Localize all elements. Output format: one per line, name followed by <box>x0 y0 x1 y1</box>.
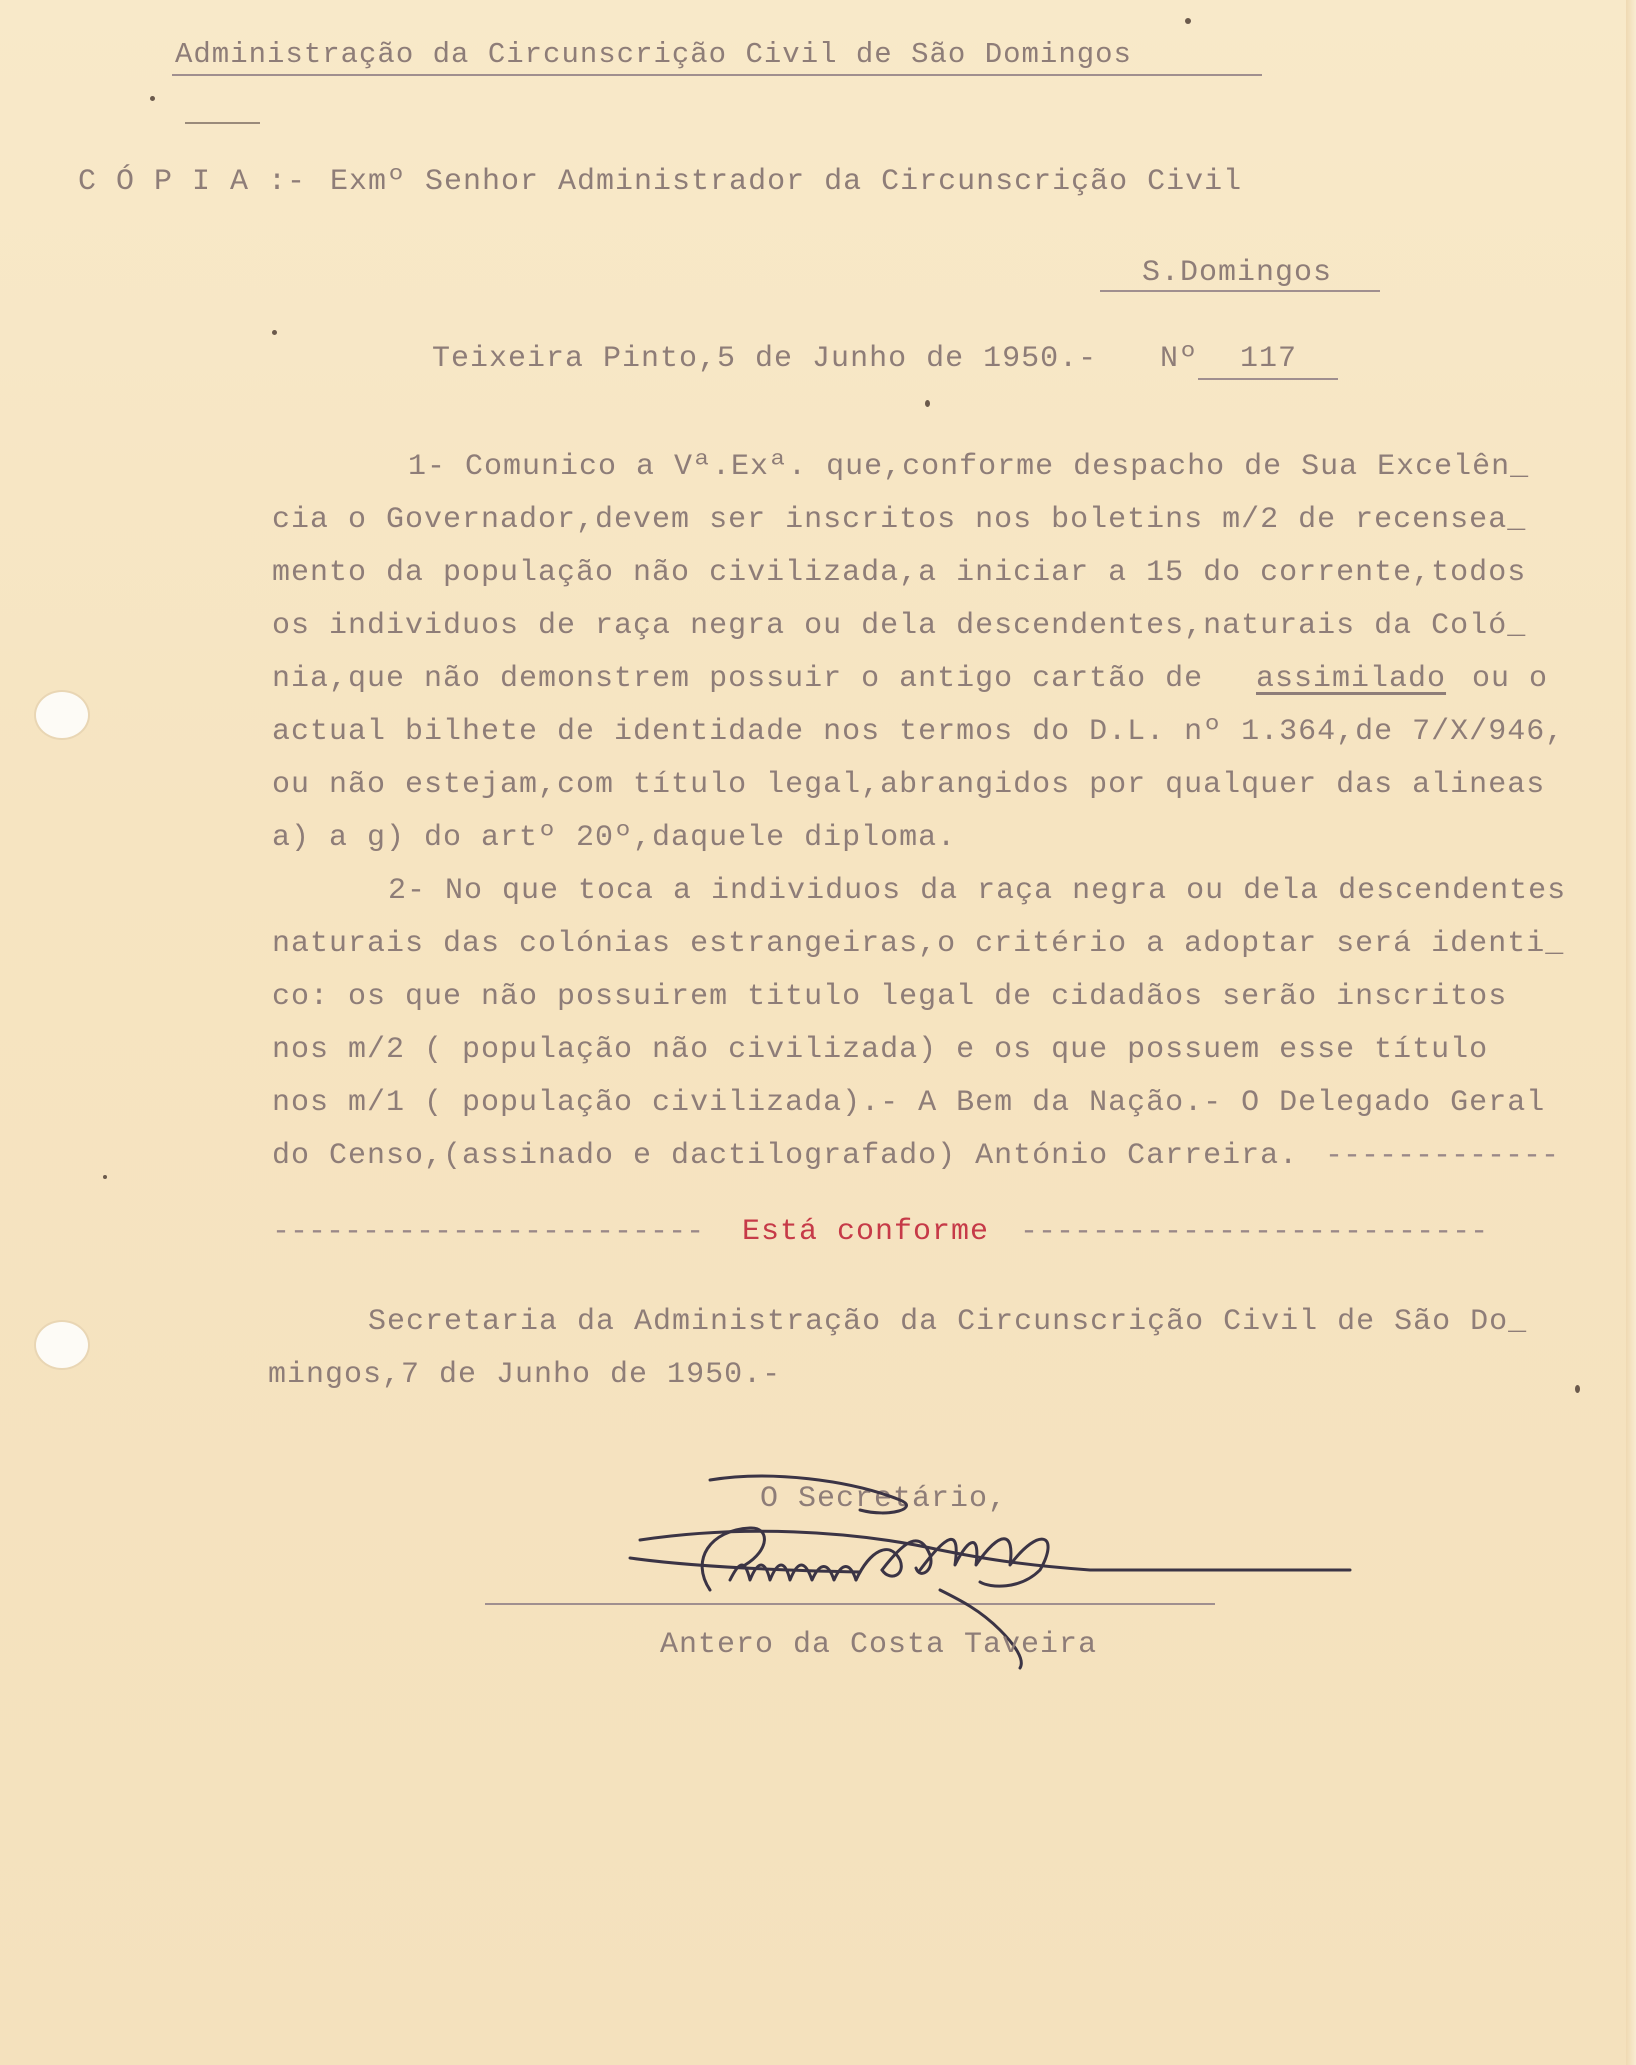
paragraph-2-line-2: naturais das colónias estrangeiras,o critério a adoptar será identi_ <box>272 927 1565 961</box>
document-number: 117 <box>1240 342 1298 376</box>
paragraph-1-line-6: actual bilhete de identidade nos termos do D.L. nº 1.364,de 7/X/946, <box>272 715 1565 749</box>
paragraph-1-line-7: ou não estejam,com título legal,abrangidos por qualquer das alineas <box>272 768 1546 802</box>
ink-speck <box>1185 18 1191 24</box>
copy-label: C Ó P I A :- <box>78 165 307 199</box>
trailing-dashes: ------------- <box>1325 1139 1560 1173</box>
dateline: Teixeira Pinto,5 de Junho de 1950.- <box>432 342 1098 376</box>
number-label: Nº <box>1160 342 1199 376</box>
conformity-statement: Está conforme <box>742 1215 990 1249</box>
place-underline <box>1100 290 1380 292</box>
closing-line-2: mingos,7 de Junho de 1950.- <box>268 1358 782 1392</box>
header-underline <box>172 74 1262 76</box>
assimilado-underlined: assimilado <box>1256 662 1447 696</box>
left-dashes: ------------------------ <box>272 1215 705 1249</box>
recipient-place: S.Domingos <box>1142 256 1333 290</box>
paragraph-1-line-5-end: ou o <box>1472 662 1549 696</box>
paragraph-1-line-5: nia,que não demonstrem possuir o antigo cartão de <box>272 662 1204 696</box>
stray-mark <box>185 122 260 124</box>
paragraph-1-line-4: os individuos de raça negra ou dela descendentes,naturais da Coló_ <box>272 609 1527 643</box>
ink-speck <box>272 330 277 335</box>
office-header: Administração da Circunscrição Civil de São Domingos <box>175 38 1132 71</box>
signatory-title: O Secretário, <box>760 1482 1008 1516</box>
closing-line-1: Secretaria da Administração da Circunscrição Civil de São Do_ <box>368 1305 1528 1339</box>
paragraph-2-line-3: co: os que não possuirem titulo legal de cidadãos serão inscritos <box>272 980 1508 1014</box>
paragraph-1-line-1: 1- Comunico a Vª.Exª. que,conforme despacho de Sua Excelên_ <box>408 450 1530 484</box>
paragraph-1-line-2: cia o Governador,devem ser inscritos nos boletins m/2 de recensea_ <box>272 503 1527 537</box>
paragraph-2-line-5: nos m/1 ( população civilizada).- A Bem da Nação.- O Delegado Geral <box>272 1086 1546 1120</box>
paragraph-1-line-3: mento da população não civilizada,a iniciar a 15 do corrente,todos <box>272 556 1527 590</box>
right-dashes: -------------------------- <box>1020 1215 1489 1249</box>
ink-speck <box>103 1175 107 1179</box>
paragraph-1-line-8: a) a g) do artº 20º,daquele diploma. <box>272 821 957 855</box>
ink-speck <box>150 96 155 101</box>
number-underline <box>1198 378 1338 380</box>
paper-edge <box>1626 0 1636 2065</box>
ink-speck <box>1575 1385 1580 1393</box>
ink-speck <box>925 400 930 407</box>
punch-hole-top <box>36 692 88 738</box>
paragraph-2-line-4: nos m/2 ( população não civilizada) e os que possuem esse título <box>272 1033 1489 1067</box>
signatory-name: Antero da Costa Taveira <box>660 1628 1098 1662</box>
recipient: Exmº Senhor Administrador da Circunscrição Civil <box>330 165 1243 199</box>
punch-hole-bottom <box>36 1322 88 1368</box>
paragraph-2-line-1: 2- No que toca a individuos da raça negra ou dela descendentes <box>388 874 1567 908</box>
paragraph-2-line-6: do Censo,(assinado e dactilografado) António Carreira. <box>272 1139 1299 1173</box>
